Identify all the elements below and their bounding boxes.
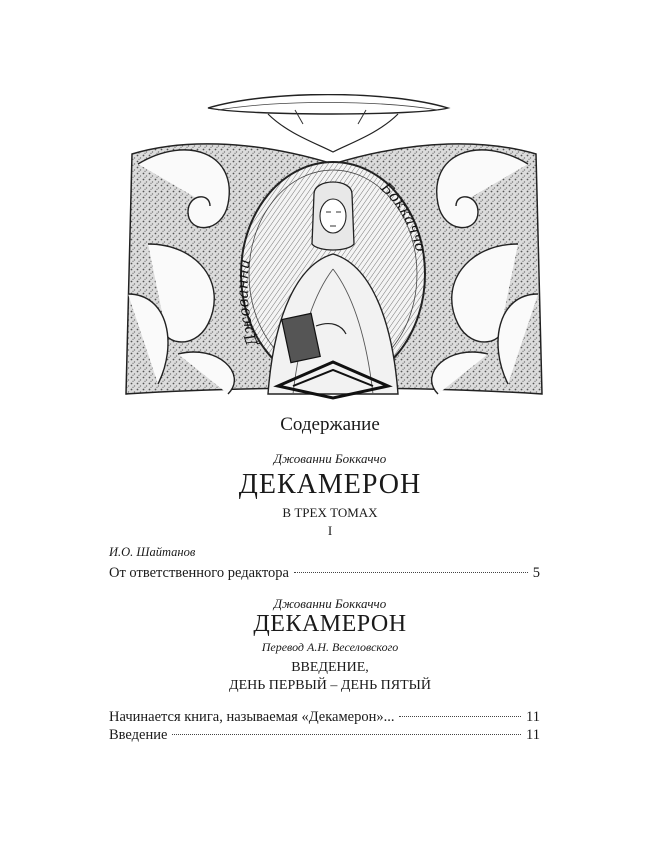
work-title: ДЕКАМЕРОН bbox=[253, 611, 407, 637]
work-translator: Перевод А.Н. Веселовского bbox=[261, 640, 399, 654]
volume-author: Джованни Боккаччо bbox=[273, 451, 387, 466]
inscription-right: Боккаччо bbox=[377, 178, 431, 254]
section-title-line1: ВВЕДЕНИЕ, bbox=[291, 660, 369, 675]
section-title-line2: ДЕНЬ ПЕРВЫЙ – ДЕНЬ ПЯТЫЙ bbox=[229, 678, 431, 693]
toc-entry[interactable] bbox=[109, 727, 540, 744]
dot-leader bbox=[172, 734, 521, 735]
ribbon-ornament bbox=[208, 95, 448, 153]
editor-author: И.О. Шайтанов bbox=[109, 545, 196, 559]
dot-leader bbox=[294, 572, 528, 573]
contents-heading: Содержание bbox=[280, 414, 380, 435]
inscription-left: Джованни bbox=[233, 257, 262, 349]
volume-title: ДЕКАМЕРОН bbox=[238, 469, 422, 500]
toc-entry-title: Начинается книга, называемая «Декамерон»... bbox=[109, 709, 395, 725]
toc-entry-page: 11 bbox=[526, 727, 540, 743]
toc-entry[interactable] bbox=[109, 709, 540, 726]
volume-number: I bbox=[327, 523, 333, 538]
toc-entry-title: От ответственного редактора bbox=[109, 565, 289, 581]
toc-entry[interactable] bbox=[109, 565, 540, 582]
toc-entry-page: 11 bbox=[526, 709, 540, 725]
volume-subtitle: В ТРЕХ ТОМАХ bbox=[282, 505, 378, 520]
toc-entry-title: Введение bbox=[109, 727, 168, 743]
work-author: Джованни Боккаччо bbox=[273, 596, 387, 611]
dot-leader bbox=[399, 716, 521, 717]
frontispiece-illustration bbox=[118, 94, 548, 412]
toc-entry-page: 5 bbox=[532, 565, 540, 581]
